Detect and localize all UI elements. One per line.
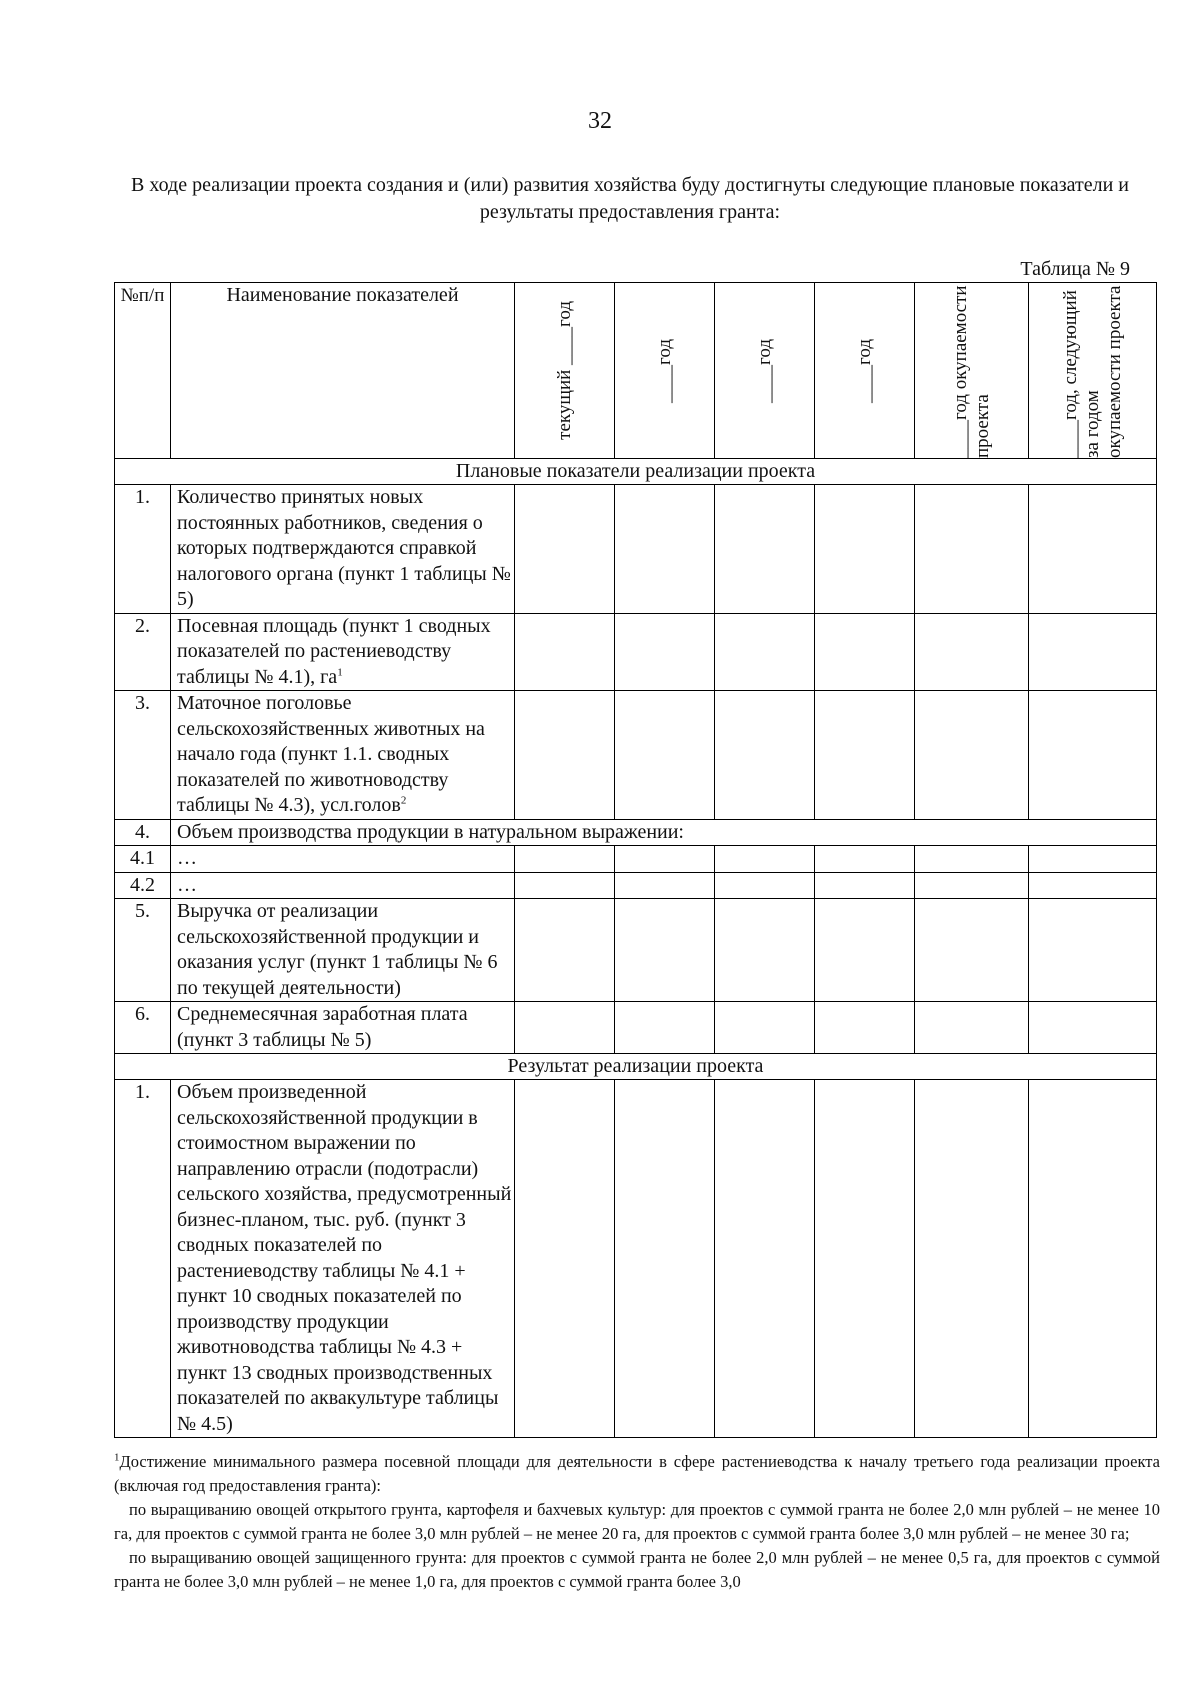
value-cell[interactable] — [815, 1002, 915, 1054]
indicators-table — [114, 282, 1157, 1438]
value-cell[interactable] — [915, 899, 1029, 1002]
row-number: 1. — [115, 485, 171, 614]
value-cell[interactable] — [615, 1002, 715, 1054]
table-row — [115, 872, 1157, 899]
header-col-5-label: ____год окупаемости проекта — [949, 285, 993, 458]
value-cell[interactable] — [1029, 613, 1157, 691]
value-cell[interactable] — [715, 899, 815, 1002]
row-number: 4.2 — [115, 872, 171, 899]
value-cell[interactable] — [915, 1002, 1029, 1054]
value-cell[interactable] — [915, 872, 1029, 899]
header-name: Наименование показателей — [171, 283, 515, 459]
value-cell[interactable] — [515, 485, 615, 614]
value-cell[interactable] — [515, 872, 615, 899]
value-cell[interactable] — [715, 872, 815, 899]
value-cell[interactable] — [1029, 872, 1157, 899]
value-cell[interactable] — [515, 899, 615, 1002]
page-number: 32 — [588, 108, 612, 134]
value-cell[interactable] — [715, 691, 815, 820]
header-col-2 — [615, 283, 715, 459]
value-cell[interactable] — [715, 485, 815, 614]
row-name: Среднемесячная заработная плата (пункт 3 таблицы № 5) — [171, 1002, 515, 1054]
value-cell[interactable] — [815, 485, 915, 614]
value-cell[interactable] — [515, 613, 615, 691]
section-title-result: Результат реализации проекта — [115, 1054, 1157, 1080]
row-number: 5. — [115, 899, 171, 1002]
value-cell[interactable] — [915, 613, 1029, 691]
footnote-1-text: Достижение минимального размера посевной площади для деятельности в сфере растениеводства к началу третьего года реализации проекта (включая год предоставления гранта): — [114, 1452, 1160, 1495]
row-number: 4. — [115, 819, 171, 846]
row-name: Маточное поголовье сельскохозяйственных животных на начало года (пункт 1.1. сводных показателей по животноводству таблицы № 4.3), усл.голов — [177, 692, 485, 816]
header-col-6 — [1029, 283, 1157, 459]
header-col-3 — [715, 283, 815, 459]
row-number: 6. — [115, 1002, 171, 1054]
footnote-paragraph-1: по выращиванию овощей открытого грунта, картофеля и бахчевых культур: для проектов с суммой гранта не более 2,0 млн рублей – не менее 10 га, для проектов с суммой гранта не более 3,0 млн рублей – не менее 20 га, для проектов с суммой гранта более 3,0 млн рублей – не менее 30 га; — [114, 1500, 1160, 1543]
section-row-result — [115, 1054, 1157, 1080]
footnote-ref: 1 — [337, 665, 343, 678]
row-name: Выручка от реализации сельскохозяйственной продукции и оказания услуг (пункт 1 таблицы № 6 по текущей деятельности) — [171, 899, 515, 1002]
header-col-2-label: ____год — [653, 338, 675, 403]
header-col-4-label: ____год — [853, 338, 875, 403]
value-cell[interactable] — [815, 691, 915, 820]
value-cell[interactable] — [715, 846, 815, 873]
row-number: 2. — [115, 613, 171, 691]
value-cell[interactable] — [515, 846, 615, 873]
value-cell[interactable] — [915, 846, 1029, 873]
header-col-4 — [815, 283, 915, 459]
table-row — [115, 691, 1157, 820]
section-row-plan — [115, 459, 1157, 485]
value-cell[interactable] — [515, 1002, 615, 1054]
table-row — [115, 899, 1157, 1002]
header-col-1-label: текущий ____год — [553, 301, 575, 440]
footnotes — [114, 1450, 1160, 1594]
value-cell[interactable] — [915, 485, 1029, 614]
value-cell[interactable] — [815, 899, 915, 1002]
footnote-ref: 2 — [400, 794, 407, 807]
row-number: 3. — [115, 691, 171, 820]
value-cell[interactable] — [615, 485, 715, 614]
header-col-1 — [515, 283, 615, 459]
header-number: №п/п — [115, 283, 171, 459]
section-title-plan: Плановые показатели реализации проекта — [115, 459, 1157, 485]
row-name: … — [171, 846, 515, 873]
row-number: 4.1 — [115, 846, 171, 873]
table-row — [115, 819, 1157, 846]
row-name: … — [171, 872, 515, 899]
value-cell[interactable] — [815, 846, 915, 873]
value-cell[interactable] — [615, 613, 715, 691]
value-cell[interactable] — [615, 1080, 715, 1438]
value-cell[interactable] — [1029, 691, 1157, 820]
value-cell[interactable] — [915, 1080, 1029, 1438]
value-cell[interactable] — [815, 872, 915, 899]
value-cell[interactable] — [715, 613, 815, 691]
value-cell[interactable] — [715, 1002, 815, 1054]
value-cell[interactable] — [1029, 899, 1157, 1002]
value-cell[interactable] — [615, 899, 715, 1002]
intro-paragraph: В ходе реализации проекта создания и (или) развития хозяйства буду достигнуты следующие плановые показатели и результаты предоставления гранта: — [131, 174, 1129, 223]
value-cell[interactable] — [615, 872, 715, 899]
header-col-3-label: ____год — [753, 338, 775, 403]
footnote-paragraph-2: по выращиванию овощей защищенного грунта: для проектов с суммой гранта не более 2,0 млн рублей – не менее 0,5 га, для проектов с суммой гранта не более 3,0 млн рублей – не менее 1,0 га, для проектов с суммой гранта более 3,0 — [114, 1548, 1160, 1591]
value-cell[interactable] — [815, 613, 915, 691]
row-name: Посевная площадь (пункт 1 сводных показателей по растениеводству таблицы № 4.1), га — [177, 614, 491, 688]
header-col-5 — [915, 283, 1029, 459]
value-cell[interactable] — [515, 1080, 615, 1438]
row-name: Количество принятых новых постоянных работников, сведения о которых подтверждаются справкой налогового органа (пункт 1 таблицы № 5) — [171, 485, 515, 614]
table-row — [115, 1002, 1157, 1054]
value-cell[interactable] — [815, 1080, 915, 1438]
value-cell[interactable] — [715, 1080, 815, 1438]
header-row — [115, 283, 1157, 459]
footnote-1 — [114, 1450, 1160, 1498]
value-cell[interactable] — [1029, 1080, 1157, 1438]
value-cell[interactable] — [1029, 485, 1157, 614]
table-row — [115, 1080, 1157, 1438]
table-row — [115, 485, 1157, 614]
value-cell[interactable] — [1029, 1002, 1157, 1054]
row-name-cell — [171, 691, 515, 820]
row-number: 1. — [115, 1080, 171, 1438]
value-cell[interactable] — [1029, 846, 1157, 873]
value-cell[interactable] — [515, 691, 615, 820]
table-label: Таблица № 9 — [1020, 258, 1130, 280]
row-name-cell — [171, 613, 515, 691]
value-cell[interactable] — [615, 691, 715, 820]
row-name: Объем производства продукции в натуральном выражении: — [171, 819, 1157, 846]
value-cell[interactable] — [915, 691, 1029, 820]
value-cell[interactable] — [615, 846, 715, 873]
row-name: Объем произведенной сельскохозяйственной продукции в стоимостном выражении по направлению отрасли (подотрасли) сельского хозяйства, предусмотренный бизнес-планом, тыс. руб. (пункт 3 сводных показателей по растениеводству таблицы № 4.1 + пункт 10 сводных показателей по производству продукции животноводства таблицы № 4.3 + пункт 13 сводных производственных показателей по аквакультуре таблицы № 4.5) — [171, 1080, 515, 1438]
table-row — [115, 846, 1157, 873]
table-row — [115, 613, 1157, 691]
header-col-6-label: ____год, следующий за годом окупаемости проекта — [1059, 285, 1125, 458]
footnote-mark: 1 — [114, 1451, 120, 1464]
